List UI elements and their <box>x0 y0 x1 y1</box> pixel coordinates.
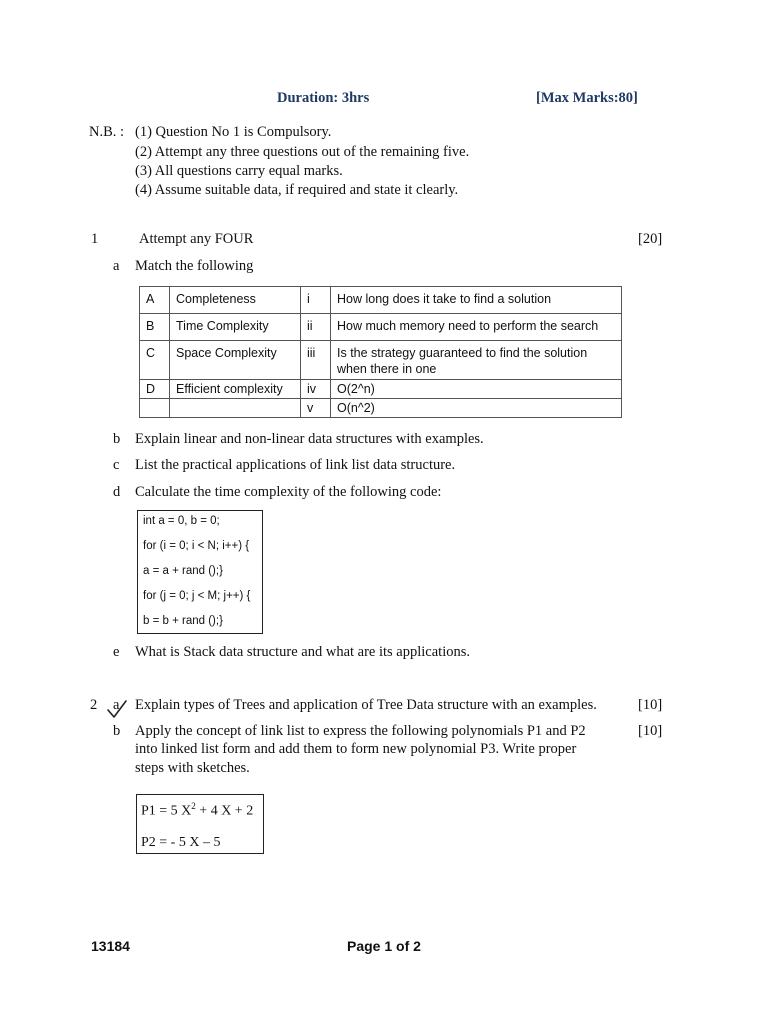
q2a-text: Explain types of Trees and application of Tree Data structure with an examples. <box>135 697 597 713</box>
note-1: (1) Question No 1 is Compulsory. <box>135 124 332 140</box>
polynomial-p1 <box>141 801 253 820</box>
note-4: (4) Assume suitable data, if required and state it clearly. <box>135 182 459 198</box>
table-cell <box>140 399 170 418</box>
table-row <box>140 287 622 314</box>
table-cell: Efficient complexity <box>170 380 301 399</box>
table-cell: How much memory need to perform the search <box>331 314 622 341</box>
q2b-letter: b <box>113 723 121 739</box>
q2a-marks: [10] <box>638 697 663 713</box>
table-cell <box>170 399 301 418</box>
note-3: (3) All questions carry equal marks. <box>135 163 343 179</box>
page-number: Page 1 of 2 <box>347 938 421 954</box>
code-line: a = a + rand ();} <box>143 565 223 577</box>
table-row <box>140 399 622 418</box>
q1c-letter: c <box>113 457 120 473</box>
table-cell: v <box>301 399 331 418</box>
q1b-letter: b <box>113 431 121 447</box>
q2b-line-2: into linked list form and add them to form new polynomial P3. Write proper <box>135 741 577 757</box>
table-cell: How long does it take to find a solution <box>331 287 622 314</box>
table-row <box>140 314 622 341</box>
polynomial-p2: P2 = - 5 X – 5 <box>141 835 221 850</box>
max-marks-label: [Max Marks:80] <box>536 90 638 106</box>
table-cell: i <box>301 287 331 314</box>
q2b-line-1: Apply the concept of link list to express the following polynomials P1 and P2 <box>135 723 586 739</box>
table-cell: ii <box>301 314 331 341</box>
q2b-marks: [10] <box>638 723 663 739</box>
duration-label: Duration: 3hrs <box>277 90 370 106</box>
q1b-text: Explain linear and non-linear data structures with examples. <box>135 431 484 447</box>
notes-label: N.B. : <box>89 124 125 140</box>
table-cell: C <box>140 341 170 380</box>
p1-exponent: 2 <box>191 801 196 811</box>
table-cell: Space Complexity <box>170 341 301 380</box>
q2-number: 2 <box>90 697 98 713</box>
code-line: int a = 0, b = 0; <box>143 515 220 527</box>
polynomial-box <box>136 794 264 854</box>
p1-suffix: + 4 X + 2 <box>195 803 254 819</box>
match-table <box>139 286 622 418</box>
q1-marks: [20] <box>638 231 663 247</box>
code-line: for (i = 0; i < N; i++) { <box>143 540 250 552</box>
table-cell: A <box>140 287 170 314</box>
q1-title: Attempt any FOUR <box>139 231 254 247</box>
table-cell: Time Complexity <box>170 314 301 341</box>
table-cell: B <box>140 314 170 341</box>
table-cell: D <box>140 380 170 399</box>
q1-number: 1 <box>91 231 99 247</box>
table-cell: O(2^n) <box>331 380 622 399</box>
paper-code: 13184 <box>91 938 130 954</box>
table-cell: iv <box>301 380 331 399</box>
table-row <box>140 380 622 399</box>
table-row <box>140 341 622 380</box>
p1-prefix: P1 = 5 X <box>141 803 192 819</box>
q1e-letter: e <box>113 644 120 660</box>
q1c-text: List the practical applications of link list data structure. <box>135 457 456 473</box>
table-cell: iii <box>301 341 331 380</box>
note-2: (2) Attempt any three questions out of the remaining five. <box>135 144 470 160</box>
q1d-letter: d <box>113 484 121 500</box>
q1e-text: What is Stack data structure and what are its applications. <box>135 644 471 660</box>
q2a-letter: a <box>113 697 120 713</box>
code-box <box>137 510 263 634</box>
q1a-text: Match the following <box>135 258 254 274</box>
q1a-letter: a <box>113 258 120 274</box>
q1d-text: Calculate the time complexity of the following code: <box>135 484 442 500</box>
table-cell: Is the strategy guaranteed to find the solution when there in one <box>331 341 622 380</box>
checkmark-icon <box>106 698 128 720</box>
table-cell: Completeness <box>170 287 301 314</box>
code-line: b = b + rand ();} <box>143 615 223 627</box>
code-line: for (j = 0; j < M; j++) { <box>143 590 251 602</box>
table-cell: O(n^2) <box>331 399 622 418</box>
q2b-line-3: steps with sketches. <box>135 760 250 776</box>
